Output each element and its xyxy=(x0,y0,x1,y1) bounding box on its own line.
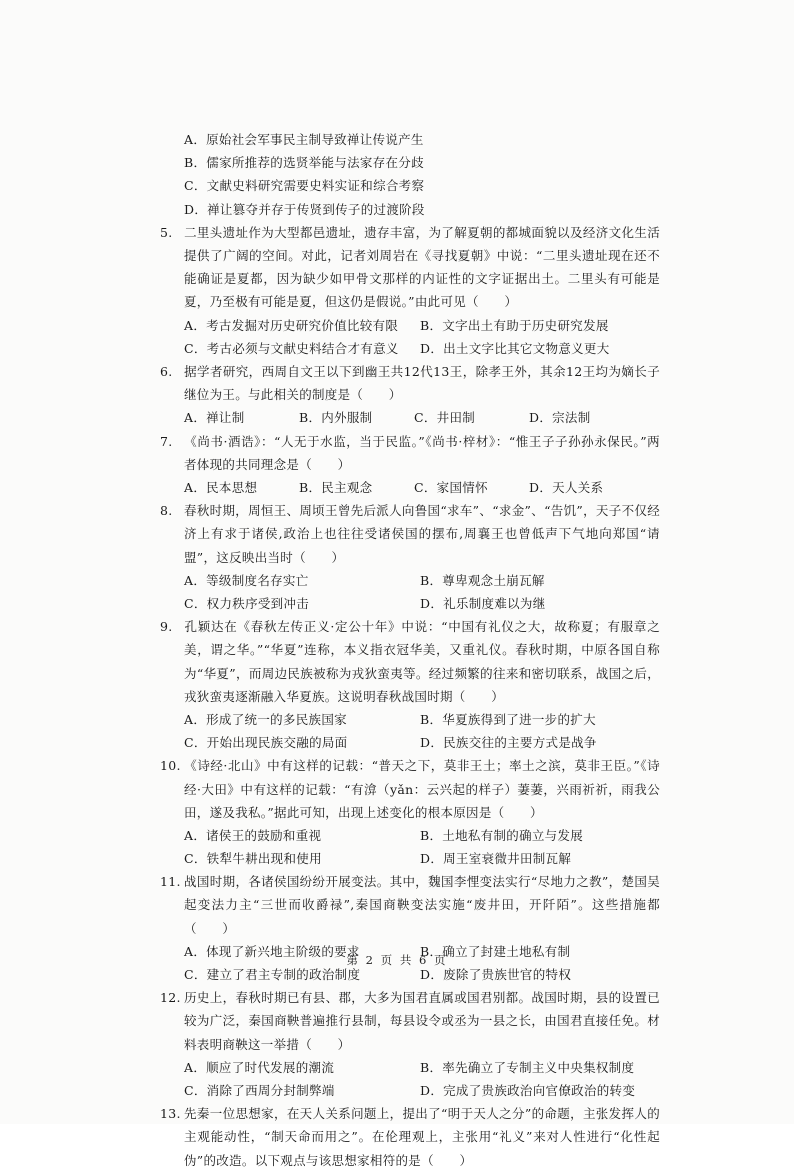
question-stem xyxy=(160,615,660,708)
answer-option: D．民族交往的主要方式是战争 xyxy=(420,735,597,751)
question-13 xyxy=(160,1102,660,1172)
answer-option: B．儒家所推荐的选贤举能与法家存在分歧 xyxy=(184,155,424,171)
question-number: 11. xyxy=(160,874,181,890)
option-row xyxy=(160,314,660,337)
answer-option: C．消除了西周分封制弊端 xyxy=(184,1083,335,1099)
question-number: 8. xyxy=(160,503,173,519)
question-9 xyxy=(160,615,660,754)
question-stem xyxy=(160,754,660,824)
question-stem xyxy=(160,870,660,940)
question-number: 5. xyxy=(160,224,173,240)
question-stem xyxy=(160,430,660,476)
question-text: 孔颖达在《春秋左传正义·定公十年》中说：“中国有礼仪之大，故称夏；有服章之美，谓之华。”“华夏”连称，本义指衣冠华美，又重礼仪。春秋时期，中原各国自称为“华夏”，而周边民族被称为戎狄蛮夷等。经过频繁的往来和密切联系，战国之后，戎狄蛮夷逐渐融入华夏族。这说明春秋战国时期（ ） xyxy=(184,619,660,704)
question-8 xyxy=(160,499,660,615)
question-text: 战国时期，各诸侯国纷纷开展变法。其中，魏国李悝变法实行“尽地力之教”，楚国吴起变法力主“三世而收爵禄”,秦国商鞅变法实施“废井田，开阡陌”。这些措施都（ ） xyxy=(184,874,660,936)
answer-option: B．土地私有制的确立与发展 xyxy=(420,827,584,843)
question-number: 12. xyxy=(160,990,181,1006)
question-stem xyxy=(160,1102,660,1172)
question-text: 《尚书·酒诰》：“人无于水监，当于民监。”《尚书·梓材》：“惟王子子孙孙永保民。”两者体现的共同理念是（ ） xyxy=(184,433,660,472)
answer-option: D．完成了贵族政治向官僚政治的转变 xyxy=(420,1083,636,1099)
question-stem xyxy=(160,499,660,569)
question-text: 据学者研究，西周自文王以下到幽王共12代13王，除孝王外，其余12王均为嫡长子继位为王。与此相关的制度是（ ） xyxy=(184,363,660,403)
answer-option: D．废除了贵族世官的特权 xyxy=(420,967,572,983)
answer-option: C．井田制 xyxy=(414,410,476,426)
answer-option: B．内外服制 xyxy=(299,410,373,426)
option-row xyxy=(160,198,660,221)
answer-option: A．顺应了时代发展的潮流 xyxy=(184,1059,335,1075)
question-text: 历史上，春秋时期已有县、郡，大多为国君直属或国君别都。战国时期，县的设置已较为广泛，秦国商鞅普遍推行县制，每县设令或丞为一县之长，由国君直接任免。材料表明商鞅这一举措（ ） xyxy=(184,990,660,1052)
question-stem xyxy=(160,360,660,406)
question-number: 10. xyxy=(160,758,181,774)
answer-option: C．文献史料研究需要史料实证和综合考察 xyxy=(184,178,425,194)
question-stem xyxy=(160,221,660,314)
option-row xyxy=(160,731,660,754)
answer-option: D．周王室衰微井田制瓦解 xyxy=(420,851,572,867)
answer-option: B．尊卑观念土崩瓦解 xyxy=(420,572,545,588)
option-row xyxy=(160,1056,660,1079)
option-row xyxy=(160,1079,660,1102)
answer-option: D．天人关系 xyxy=(529,479,604,495)
option-row xyxy=(160,151,660,174)
question-number: 9. xyxy=(160,619,173,635)
answer-option: C．家国情怀 xyxy=(414,479,488,495)
answer-option: B．华夏族得到了进一步的扩大 xyxy=(420,711,596,727)
question-5 xyxy=(160,221,660,360)
option-row xyxy=(160,337,660,360)
answer-option: A．体现了新兴地主阶级的要求 xyxy=(184,943,360,959)
answer-option: C．考古必须与文献史料结合才有意义 xyxy=(184,340,399,356)
question-cont xyxy=(160,128,660,221)
option-row xyxy=(160,174,660,197)
answer-option: A．原始社会军事民主制导致禅让传说产生 xyxy=(184,132,424,147)
option-row xyxy=(160,569,660,592)
question-7 xyxy=(160,430,660,500)
answer-option: B．确立了封建土地私有制 xyxy=(420,943,571,959)
question-text: 《诗经·北山》中有这样的记载：“普天之下，莫非王土；率土之滨，莫非王臣。”《诗经·大田》中有这样的记载：“有渰（yǎn：云兴起的样子）萋萋，兴雨祈祈，雨我公田，遂及我私。”据此可知，出现上述变化的根本原因是（ ） xyxy=(184,758,660,820)
answer-option: C．铁犁牛耕出现和使用 xyxy=(184,851,322,867)
answer-option: D．礼乐制度难以为继 xyxy=(420,595,546,611)
question-11 xyxy=(160,870,660,986)
answer-option: B．率先确立了专制主义中央集权制度 xyxy=(420,1059,635,1075)
option-row xyxy=(160,824,660,847)
page-footer: 第 2 页 共 6 页 xyxy=(346,953,448,967)
option-row xyxy=(160,476,660,499)
answer-option: A．等级制度名存实亡 xyxy=(184,572,309,588)
question-list xyxy=(160,128,660,1172)
option-row xyxy=(160,592,660,615)
question-number: 7. xyxy=(160,433,173,449)
answer-option: D．出土文字比其它文物意义更大 xyxy=(420,340,610,356)
option-row xyxy=(160,406,660,429)
answer-option: A．禅让制 xyxy=(184,410,245,426)
answer-option: D．禅让篡夺并存于传贤到传子的过渡阶段 xyxy=(184,201,425,217)
question-stem xyxy=(160,986,660,1056)
question-6 xyxy=(160,360,660,430)
question-10 xyxy=(160,754,660,870)
answer-option: C．建立了君主专制的政治制度 xyxy=(184,967,361,983)
option-row xyxy=(160,847,660,870)
answer-option: A．民本思想 xyxy=(184,479,258,495)
question-number: 6. xyxy=(160,363,173,379)
option-row xyxy=(160,128,660,151)
option-row xyxy=(160,708,660,731)
answer-option: A．考古发掘对历史研究价值比较有限 xyxy=(184,317,399,333)
answer-option: A．形成了统一的多民族国家 xyxy=(184,711,347,727)
answer-option: A．诸侯王的鼓励和重视 xyxy=(184,827,322,843)
answer-option: C．开始出现民族交融的局面 xyxy=(184,735,348,751)
answer-option: B．民主观念 xyxy=(299,479,373,495)
question-text: 先秦一位思想家，在天人关系问题上，提出了“明于天人之分”的命题，主张发挥人的主观能动性，“制天命而用之”。在伦理观上，主张用“礼义”来对人性进行“化性起伪”的改造。以下观点与该思想家相符的是（ ） xyxy=(184,1106,660,1168)
question-text: 二里头遗址作为大型都邑遗址，遗存丰富，为了解夏朝的都城面貌以及经济文化生活提供了广阔的空间。对此，记者刘周岩在《寻找夏朝》中说：“二里头遗址现在还不能确证是夏都，因为缺少如甲骨文那样的内证性的文字证据出土。二里头有可能是夏，乃至极有可能是夏，但这仍是假说。”由此可见（ ） xyxy=(184,224,660,310)
question-12 xyxy=(160,986,660,1102)
question-number: 13. xyxy=(160,1106,181,1122)
question-text: 春秋时期，周恒王、周顷王曾先后派人向鲁国“求车”、“求金”、“告饥”，天子不仅经济上有求于诸侯,政治上也往往受诸侯国的摆布,周襄王也曾低声下气地向郑国“请盟”，这反映出当时（ ） xyxy=(184,503,660,565)
answer-option: C．权力秩序受到冲击 xyxy=(184,595,310,611)
answer-option: B．文字出土有助于历史研究发展 xyxy=(420,317,609,333)
answer-option: D．宗法制 xyxy=(529,410,591,426)
